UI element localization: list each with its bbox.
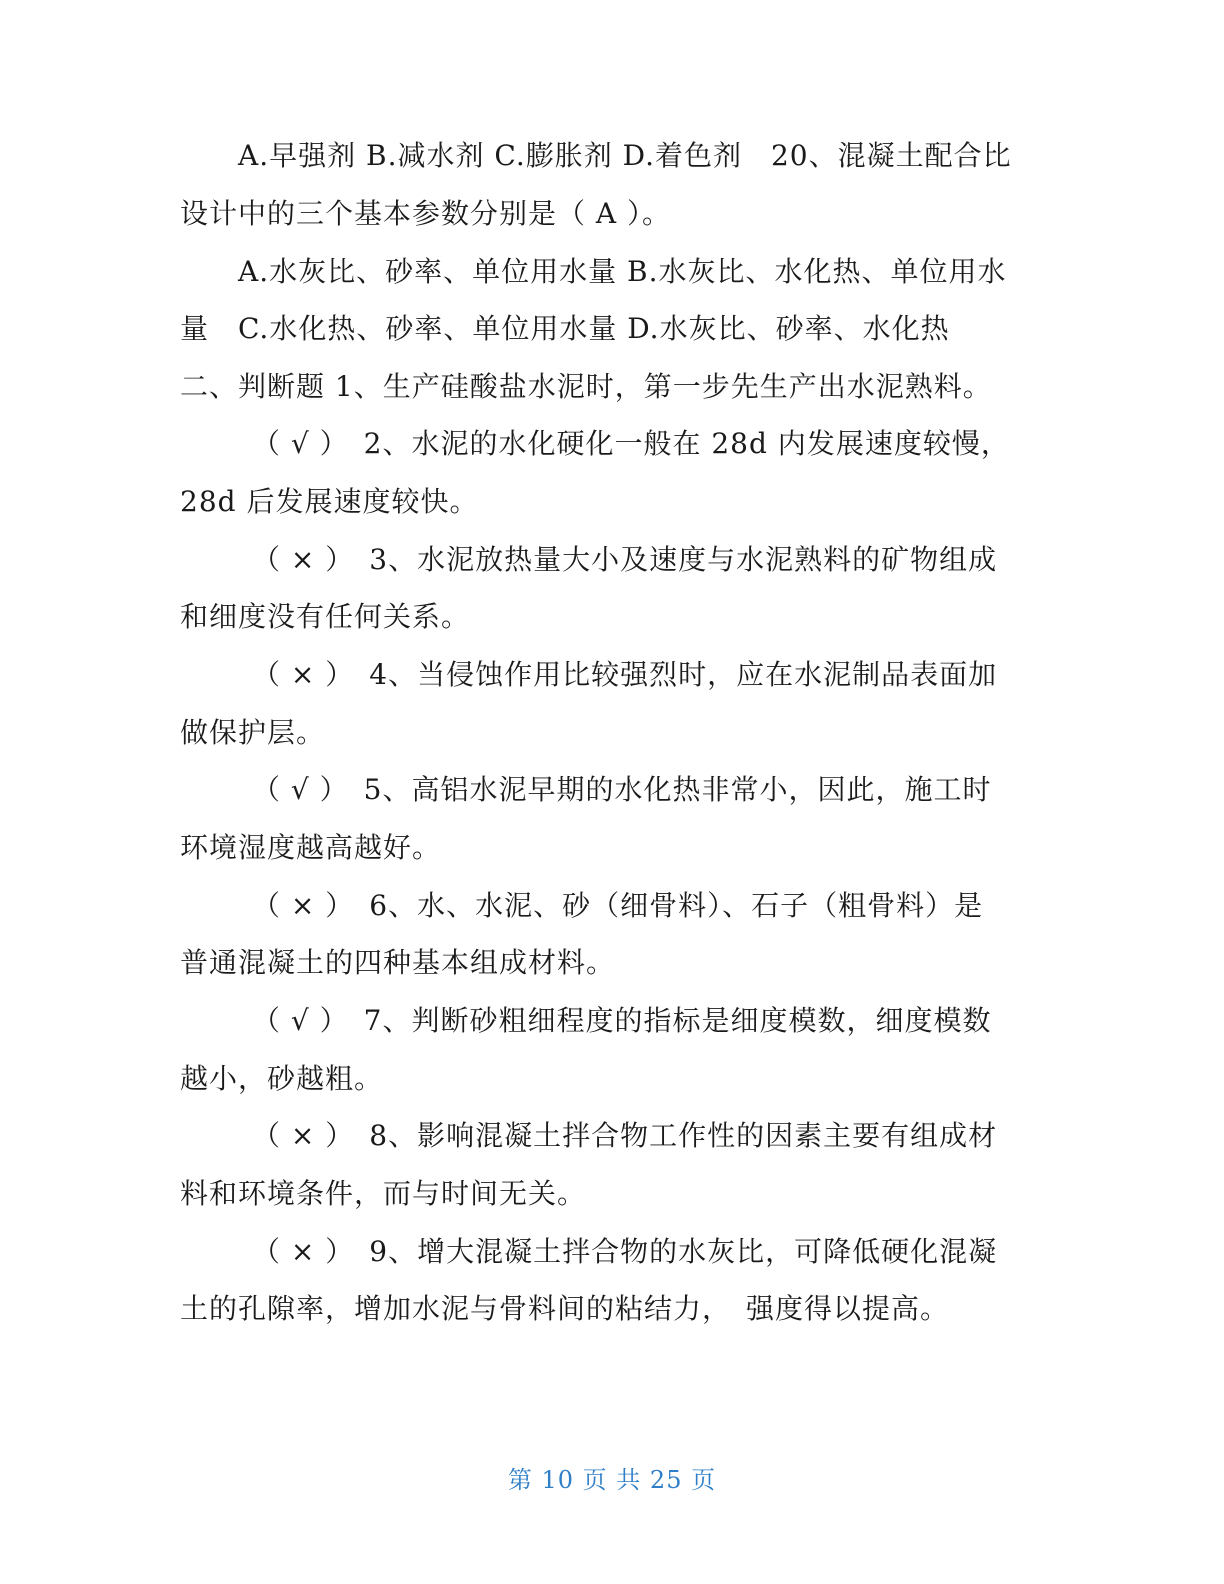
page-number-footer: 第 10 页 共 25 页	[507, 1466, 717, 1494]
text-line-6: （ √ ） 2、水泥的水化硬化一般在 28d 内发展速度较慢，	[252, 427, 1010, 460]
text-line-14: （ × ） 6、水、水泥、砂（细骨料）、石子（粗骨料）是	[252, 889, 984, 922]
text-line-16: （ √ ） 7、判断砂粗细程度的指标是细度模数，细度模数	[252, 1004, 992, 1037]
text-line-5: 二、判断题 1、生产硅酸盐水泥时，第一步先生产出水泥熟料。	[180, 370, 992, 403]
text-line-2: 设计中的三个基本参数分别是（ A ）。	[180, 197, 672, 230]
text-line-3: A.水灰比、砂率、单位用水量 B.水灰比、水化热、单位用水	[238, 255, 1007, 288]
text-line-4: 量 C.水化热、砂率、单位用水量 D.水灰比、砂率、水化热	[180, 312, 950, 345]
text-line-19: 料和环境条件，而与时间无关。	[180, 1177, 587, 1210]
text-line-20: （ × ） 9、增大混凝土拌合物的水灰比，可降低硬化混凝	[252, 1235, 998, 1268]
text-line-8: （ × ） 3、水泥放热量大小及速度与水泥熟料的矿物组成	[252, 543, 998, 576]
text-line-11: 做保护层。	[180, 716, 326, 749]
text-line-9: 和细度没有任何关系。	[180, 600, 471, 633]
text-line-13: 环境湿度越高越好。	[180, 831, 442, 864]
text-line-1: A.早强剂 B.减水剂 C.膨胀剂 D.着色剂 20、混凝土配合比	[238, 139, 1012, 172]
text-line-7: 28d 后发展速度较快。	[180, 485, 479, 518]
text-line-17: 越小，砂越粗。	[180, 1062, 384, 1095]
text-line-15: 普通混凝土的四种基本组成材料。	[180, 946, 616, 979]
text-line-18: （ × ） 8、影响混凝土拌合物工作性的因素主要有组成材	[252, 1119, 998, 1152]
text-line-12: （ √ ） 5、高铝水泥早期的水化热非常小，因此，施工时	[252, 773, 992, 806]
text-line-10: （ × ） 4、当侵蚀作用比较强烈时，应在水泥制品表面加	[252, 658, 998, 691]
text-line-21: 土的孔隙率，增加水泥与骨料间的粘结力， 强度得以提高。	[180, 1292, 950, 1325]
